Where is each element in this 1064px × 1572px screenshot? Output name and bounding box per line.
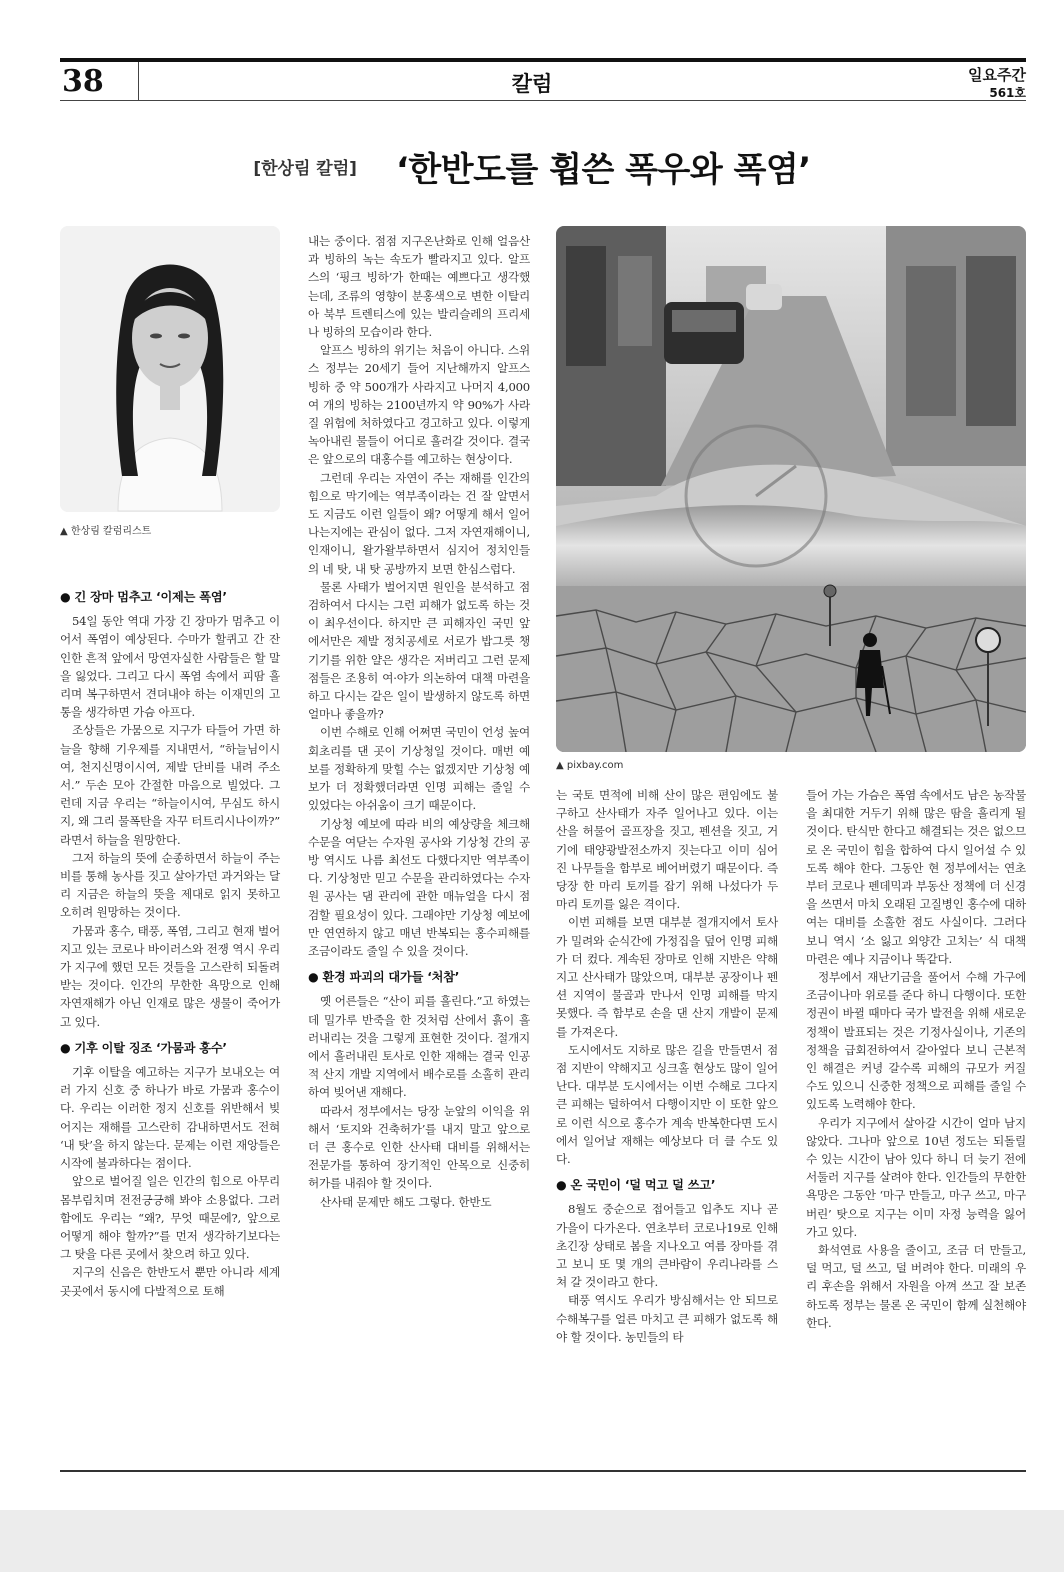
paragraph: 내는 중이다. 점점 지구온난화로 인해 얼음산과 빙하의 녹는 속도가 빨라지고 있다. 알프스의 ‘핑크 빙하’가 한때는 예쁘다고 생각했는데, 조류의 영향이 분홍색으로 변한 이탈리아 북부 트렌티스에 있는 발리슬레의 프리세나 빙하의 모습이라 한다. xyxy=(308,234,530,340)
article-column-2 xyxy=(308,232,530,1211)
paragraph: 옛 어른들은 “산이 피를 흘린다.”고 하였는데 밀가루 반죽을 한 것처럼 산에서 흙이 흘러내리는 것을 그렇게 표현한 것이다. 절개지에서 흘러내린 토사로 인한 재해는 결국 인공적 산지 개발 지역에서 배수로를 소홀히 관리하여 빚어낸 재해다. xyxy=(308,994,530,1100)
paragraph: 산사태 문제만 해도 그렇다. 한반도 xyxy=(320,1194,492,1209)
paragraph: 가뭄과 홍수, 태풍, 폭염, 그리고 현재 벌어지고 있는 코로나 바이러스와 전쟁 역시 우리가 지구에 했던 모든 것들을 고스란히 되돌려 받는 것이다. 인간의 무한한 욕망으로 인해 자연재해가 아닌 인재로 많은 생물이 죽어가고 있다. xyxy=(60,923,280,1029)
paragraph: 는 국토 면적에 비해 산이 많은 편임에도 불구하고 산사태가 자주 일어나고 있다. 이는 산을 허물어 골프장을 짓고, 펜션을 짓고, 거기에 태양광발전소까지 짓는다고 이미 심어진 나무들을 함부로 베어버렸기 때문이다. 즉 당장 한 마리 토끼를 잡기 위해 나섰다가 두 마리 토끼를 잃은 격이다. xyxy=(556,788,778,912)
bottom-rule xyxy=(60,1470,1026,1472)
article-photo xyxy=(556,226,1026,752)
paragraph: 화석연료 사용을 줄이고, 조금 더 만들고, 덜 먹고, 덜 쓰고, 덜 버려야 한다. 미래의 우리 후손을 위해서 자원을 아껴 쓰고 잘 보존하도록 정부는 물론 온 국민이 함께 실천해야 한다. xyxy=(806,1243,1026,1330)
paragraph: 8월도 중순으로 접어들고 입추도 지나 곧 가을이 다가온다. 연초부터 코로나19로 인해 초긴장 상태로 봄을 지나오고 여름 장마를 겪고 보니 또 몇 개의 큰바람이 우리나라를 스쳐 갈 것이라고 한다. xyxy=(556,1202,778,1290)
paragraph: 이번 피해를 보면 대부분 절개지에서 토사가 밀려와 순식간에 가정집을 덮어 인명 피해가 더 컸다. 계속된 장마로 인해 지반은 약해지고 산사태가 많았으며, 대부분 공장이나 펜션 지역이 물골과 만나서 인명 피해를 막지 못했다. 즉 함부로 손을 댄 산지 개발이 문제를 가져온다. xyxy=(556,915,778,1039)
section-name: 칼럼 xyxy=(511,72,553,96)
photo-caption: ▲ pixbay.com xyxy=(556,760,624,771)
subheading: ● 긴 장마 멈추고 ‘이제는 폭염’ xyxy=(60,588,280,606)
page-number: 38 xyxy=(62,64,104,99)
headline: ‘한반도를 휩쓴 폭우와 폭염’ xyxy=(396,150,811,190)
paragraph: 우리가 지구에서 살아갈 시간이 얼마 남지 않았다. 그나마 앞으로 10년 정도는 되돌릴 수 있는 시간이 남아 있다 하니 더 늦기 전에 서둘러 지구를 살려야 한다. 인간들의 무한한 욕망은 그동안 ‘마구 만들고, 마구 쓰고, 마구 버린’ 탓으로 지구는 이미 자정 능력을 잃어가고 있다. xyxy=(806,1115,1026,1239)
paragraph: 알프스 빙하의 위기는 처음이 아니다. 스위스 정부는 20세기 들어 지난해까지 알프스 빙하 중 약 500개가 사라지고 나머지 4,000여 개의 빙하는 2100년까지 약 90%가 사라질 위험에 처하였다고 경고하고 있다. 이렇게 녹아내린 물들이 어디로 흘러갈 것이다. 결국은 앞으로의 대홍수를 예고하는 현상이다. xyxy=(308,343,530,467)
paragraph: 기상청 예보에 따라 비의 예상량을 체크해 수문을 여닫는 수자원 공사와 기상청 간의 공방 역시도 나름 최선도 다했다지만 역부족이다. 기상청만 믿고 수문을 관리하였다는 수자원 공사는 댐 관리에 관한 매뉴얼을 다시 점검할 필요성이 있다. 그래야만 기상청 예보에만 연연하지 않고 매년 반복되는 홍수피해를 조금이라도 줄일 수 있을 것이다. xyxy=(308,816,530,958)
paragraph: 이번 수해로 인해 어쩌면 국민이 언성 높여 회초리를 댄 곳이 기상청일 것이다. 매번 예보를 정확하게 맞힐 수는 없겠지만 기상청 예보가 더 정확했더라면 인명 피해는 줄일 수 있었다는 아쉬움이 크기 때문이다. xyxy=(308,725,530,813)
article-title xyxy=(0,142,1064,191)
subheading: ● 기후 이탈 징조 ‘가뭄과 홍수’ xyxy=(60,1039,280,1057)
paragraph: 도시에서도 지하로 많은 길을 만들면서 점점 지반이 약해지고 싱크홀 현상도 많이 일어난다. 대부분 도시에서는 이번 수해로 그다지 큰 피해는 덜하여서 다행이지만 이 또한 앞으로 이런 식으로 홍수가 계속 반복한다면 도시에서 일어날 재해는 예상보다 더 클 수도 있다. xyxy=(556,1042,778,1167)
portrait-caption: ▲ 한상림 칼럼리스트 xyxy=(60,526,152,537)
paragraph: 따라서 정부에서는 당장 눈앞의 이익을 위해서 ‘토지와 건축허가’를 내지 말고 앞으로 더 큰 홍수로 인한 산사태 대비를 위해서는 전문가를 통하여 장기적인 안목으로 신중히 허가를 내줘야 할 것이다. xyxy=(308,1103,530,1191)
paragraph: 앞으로 벌어질 일은 인간의 힘으로 아무리 몸부림치며 전전긍긍해 봐야 소용없다. 그러함에도 우리는 “왜?, 무엇 때문에?, 앞으로 어떻게 해야 할까?”를 먼저 생각하기보다는 그 탓을 다른 곳에서 찾으려 하고 있다. xyxy=(60,1174,280,1262)
paragraph: 정부에서 재난기금을 풀어서 수해 가구에 조금이나마 위로를 준다 하니 다행이다. 또한 정권이 바뀔 때마다 국가 발전을 위해 새로운 정책이 발표되는 것은 기정사실이나, 기존의 정책을 급회전하여서 갈아엎다 보니 근본적인 해결은 커녕 갈수록 피해의 규모가 커질 수도 있으니 신중한 정책으로 피해를 줄일 수 있도록 노력해야 한다. xyxy=(806,970,1026,1112)
article-column-1 xyxy=(60,580,280,1300)
article-column-3 xyxy=(556,786,778,1346)
paragraph: 조상들은 가뭄으로 지구가 타들어 가면 하늘을 향해 기우제를 지내면서, “하늘님이시여, 천지신명이시여, 제발 단비를 내려 주소서.” 두손 모아 간절한 마음으로 빌었다. 그런데 지금 우리는 “하늘이시여, 무심도 하시지, 왜 그리 물폭탄을 자꾸 터트리시나이까?” 라면서 하늘을 원망한다. xyxy=(60,723,280,847)
subheading: ● 환경 파괴의 대가들 ‘처참’ xyxy=(308,968,530,986)
paragraph: 물론 사태가 벌어지면 원인을 분석하고 점검하여서 다시는 그런 피해가 없도록 하는 것이 최우선이다. 하지만 큰 피해자인 국민 앞에서만은 제발 정치공세로 서로가 밥그릇 챙기기를 위한 얄은 생각은 저버리고 그런 문제점들은 조용히 여·야가 의논하여 대책 마련을 하고 다시는 같은 일이 발생하지 않도록 하면 얼마나 좋을까? xyxy=(308,579,530,722)
publication-issue: 561호 xyxy=(989,86,1026,100)
paragraph: 들어 가는 가슴은 폭염 속에서도 남은 농작물을 최대한 거두기 위해 많은 땀을 흘리게 될 것이다. 탄식만 한다고 해결되는 것은 없으므로 온 국민이 힘을 합하여 다시 일어설 수 있도록 해야 한다. 그동안 현 정부에서는 연초부터 코로나 펜데믹과 부동산 정책에 더 신경을 쓰면서 마치 오래된 고질병인 홍수에 대하여는 대비를 소홀한 점도 사실이다. 그러다 보니 역시 ‘소 잃고 외양간 고치는’ 식 대책 마련은 예나 지금이나 똑같다. xyxy=(806,788,1026,966)
top-rule xyxy=(60,58,1026,62)
paragraph: 태풍 역시도 우리가 방심해서는 안 되므로 수해복구를 얼른 마치고 큰 피해가 없도록 해야 할 것이다. 농민들의 타 xyxy=(556,1293,778,1344)
paragraph: 54일 동안 역대 가장 긴 장마가 멈추고 이어서 폭염이 예상된다. 수마가 할퀴고 간 잔인한 흔적 앞에서 망연자실한 사람들은 할 말을 잃었다. 그리고 다시 폭염 속에서 피땀 흘리며 복구하면서 견뎌내야 하는 이재민의 고통을 생각하면 가슴 아프다. xyxy=(60,614,280,720)
column-tag: [한상림 칼럼] xyxy=(253,159,357,179)
page-margin xyxy=(0,1510,1064,1572)
paragraph: 그저 하늘의 뜻에 순종하면서 하늘이 주는 비를 통해 농사를 짓고 살아가던 과거와는 달리 지금은 하늘의 뜻을 제대로 읽지 못하고 오히려 원망하는 것이다. xyxy=(60,850,280,920)
paragraph: 지구의 신음은 한반도서 뿐만 아니라 세계 곳곳에서 동시에 다발적으로 토해 xyxy=(60,1265,280,1298)
subheading: ● 온 국민이 ‘덜 먹고 덜 쓰고’ xyxy=(556,1176,778,1194)
paragraph: 그런데 우리는 자연이 주는 재해를 인간의 힘으로 막기에는 역부족이라는 건 잘 알면서도 지금도 이런 일들이 왜? 어떻게 해서 일어나는지에는 관심이 없다. 그저 자연재해이니, 인재이니, 왈가왈부하면서 심지어 정치인들의 네 탓, 내 탓 공방까지 보면 한심스럽다. xyxy=(308,470,530,576)
publication-name: 일요주간 xyxy=(968,66,1026,84)
flood-drought-illustration xyxy=(556,226,1026,752)
header-rule xyxy=(60,100,1026,101)
portrait-illustration xyxy=(60,226,280,512)
author-portrait xyxy=(60,226,280,512)
article-column-4 xyxy=(806,786,1026,1332)
paragraph: 기후 이탈을 예고하는 지구가 보내오는 여러 가지 신호 중 하나가 바로 가뭄과 홍수이다. 우리는 이러한 정지 신호를 위반해서 빚어지는 재해를 고스란히 감내하면서도 전혀 ‘내 탓’을 하지 않는다. 문제는 이런 재앙들은 시작에 불과하다는 점이다. xyxy=(60,1065,280,1171)
